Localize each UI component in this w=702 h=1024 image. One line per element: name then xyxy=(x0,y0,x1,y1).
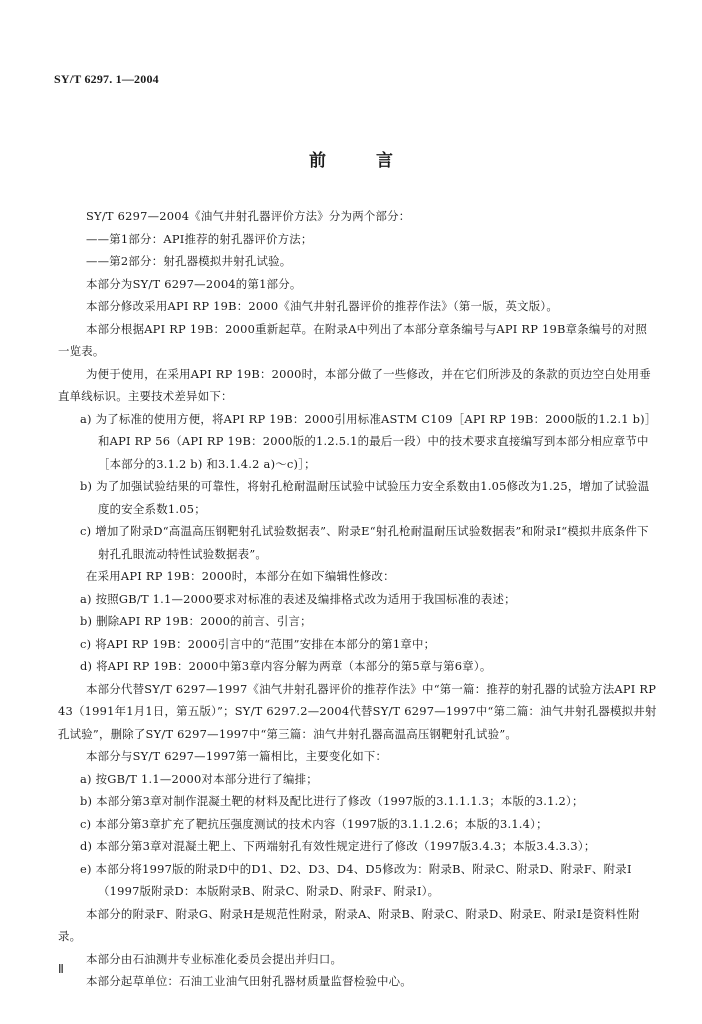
paragraph: 为便于使用，在采用API RP 19B：2000时，本部分做了一些修改，并在它们所涉及的条款的页边空白处用垂直单线标识。主要技术差异如下： xyxy=(58,366,651,403)
paragraph: SY/T 6297—2004《油气井射孔器评价方法》分为两个部分： xyxy=(86,209,411,223)
list-item: e) 本部分将1997版的附录D中的D1、D2、D3、D4、D5修改为：附录B、附录C、附录D、附录F、附录I（1997版附录D：本版附录B、附录C、附录D、附录F、附录I）。 xyxy=(80,861,632,898)
page-title: 前 言 xyxy=(309,151,415,171)
paragraph: 本部分修改采用API RP 19B：2000《油气井射孔器评价的推荐作法》（第一版，英文版）。 xyxy=(86,299,558,313)
list-item: b) 为了加强试验结果的可靠性，将射孔枪耐温耐压试验中试验压力安全系数由1.05修改为1.25，增加了试验温度的安全系数1.05； xyxy=(80,479,650,516)
page-number: Ⅱ xyxy=(58,962,64,976)
paragraph: 本部分根据API RP 19B：2000重新起草。在附录A中列出了本部分章条编号与API RP 19B章条编号的对照一览表。 xyxy=(58,321,648,358)
list-item: d) 本部分第3章对混凝土靶上、下两端射孔有效性规定进行了修改（1997版3.4.3；本版3.4.3.3）； xyxy=(80,839,596,853)
paragraph: ——第2部分：射孔器模拟井射孔试验。 xyxy=(86,254,292,268)
paragraph: 本部分为SY/T 6297—2004的第1部分。 xyxy=(86,276,302,291)
list-item: c) 将API RP 19B：2000引言中的“范围”安排在本部分的第1章中； xyxy=(80,636,436,651)
paragraph: 本部分的附录F、附录G、附录H是规范性附录，附录A、附录B、附录C、附录D、附录E、附录I是资料性附录。 xyxy=(58,906,640,943)
list-item: a) 为了标准的使用方便，将API RP 19B：2000引用标准ASTM C109［API RP 19B：2000版的1.2.1 b)］和API RP 56（API RP 19B：2000版的1.2.5.1的最后一段）中的技术要求直接编写到本部分相应章节中［本部分的3.1.2 b) 和3.1.4.2 a)～c)］； xyxy=(80,411,657,471)
list-item: d) 将API RP 19B：2000中第3章内容分解为两章（本部分的第5章与第6章）。 xyxy=(80,659,492,673)
paragraph: 本部分与SY/T 6297—1997第一篇相比，主要变化如下： xyxy=(86,749,388,763)
standard-code: SY/T 6297. 1—2004 xyxy=(54,72,159,86)
list-item: c) 增加了附录D“高温高压钢靶射孔试验数据表”、附录E“射孔枪耐温耐压试验数据表”和附录I“模拟井底条件下射孔孔眼流动特性试验数据表”。 xyxy=(80,524,649,561)
list-item: b) 本部分第3章对制作混凝土靶的材料及配比进行了修改（1997版的3.1.1.1.3；本版的3.1.2）； xyxy=(80,794,584,808)
list-item: b) 删除API RP 19B：2000的前言、引言； xyxy=(80,614,312,628)
list-item: a) 按照GB/T 1.1—2000要求对标准的表述及编排格式改为适用于我国标准的表述； xyxy=(80,591,516,606)
paragraph: 本部分由石油测井专业标准化委员会提出并归口。 xyxy=(86,951,343,966)
paragraph: 在采用API RP 19B：2000时，本部分在如下编辑性修改： xyxy=(86,569,395,583)
paragraph: ——第1部分：API推荐的射孔器评价方法； xyxy=(86,231,313,246)
list-item: a) 按GB/T 1.1—2000对本部分进行了编排； xyxy=(80,771,318,786)
list-item: c) 本部分第3章扩充了靶抗压强度测试的技术内容（1997版的3.1.1.2.6；本版的3.1.4）； xyxy=(80,816,548,831)
paragraph: 本部分起草单位：石油工业油气田射孔器材质量监督检验中心。 xyxy=(86,974,412,988)
body-text xyxy=(58,205,658,993)
paragraph: 本部分代替SY/T 6297—1997《油气井射孔器评价的推荐作法》中“第一篇：推荐的射孔器的试验方法API RP 43（1991年1月1日，第五版）”；SY/T 6297.2—2004代替SY/T 6297—1997中“第二篇：油气井射孔器模拟井射孔试验”，删除了SY/T 6297—1997中“第三篇：油气井射孔器高温高压钢靶射孔试验”。 xyxy=(58,681,657,741)
